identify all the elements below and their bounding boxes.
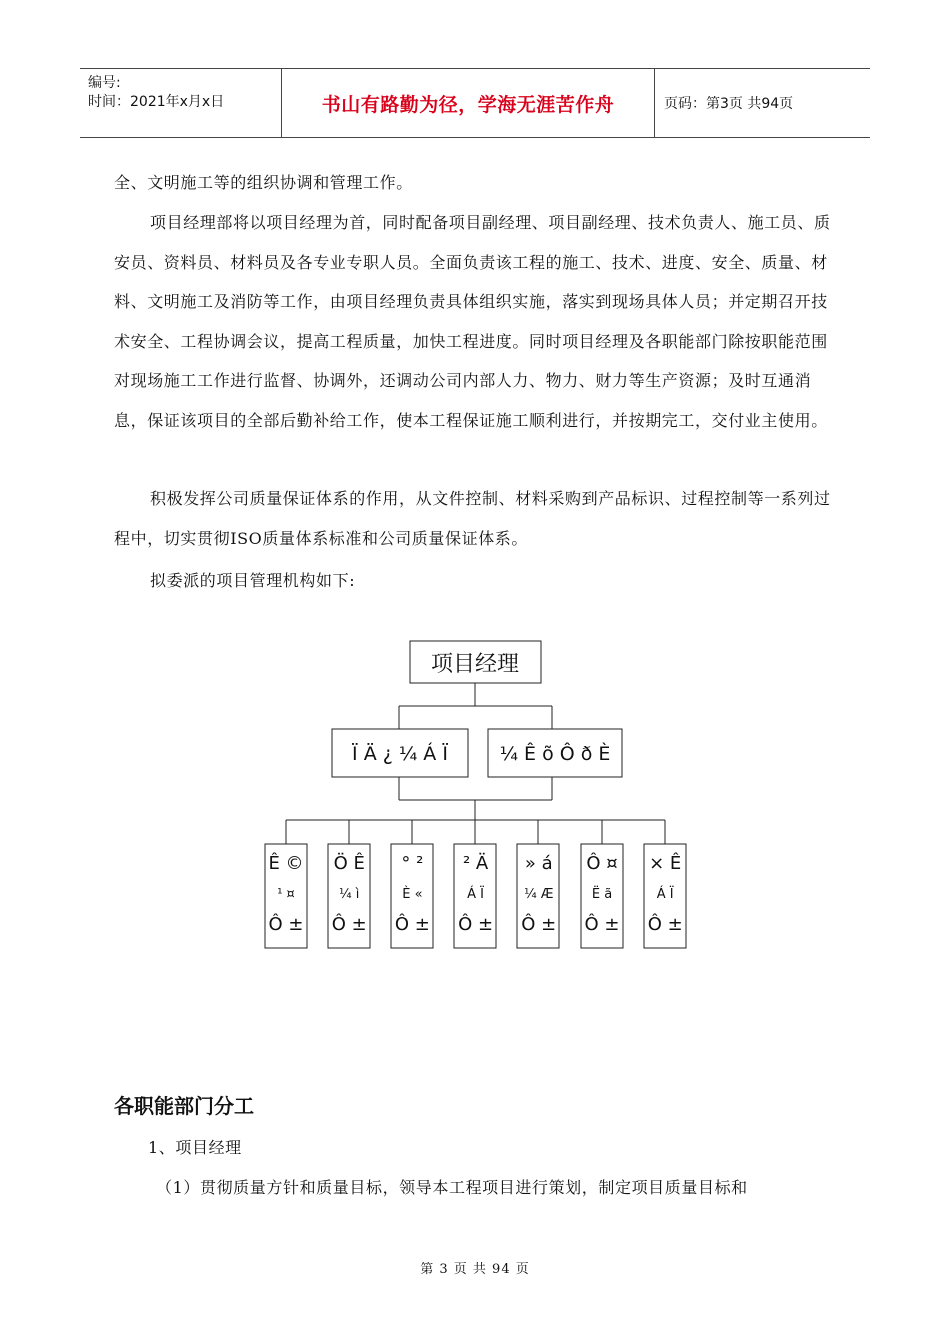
body-paragraph-3: 拟委派的项目管理机构如下: [150, 571, 356, 590]
org-leaf-label: ° ² [401, 853, 424, 874]
document-time-label: 时间：2021年x月x日 [88, 94, 225, 110]
org-leaf-label: Á Ï [467, 887, 485, 902]
org-leaf-label: ² Ä [462, 853, 489, 874]
org-leaf-label: Ô ± [647, 914, 683, 935]
org-top-label: 项目经理 [430, 652, 520, 677]
org-leaf-label: Ô ± [584, 914, 620, 935]
body-paragraph-2: 积极发挥公司质量保证体系的作用，从文件控制、材料采购到产品标识、过程控制等一系列过程中，切实贯彻ISO质量体系标准和公司质量保证体系。 [114, 489, 831, 548]
section-item-1-1: （1）贯彻质量方针和质量目标，领导本工程项目进行策划，制定项目质量目标和 [156, 1178, 748, 1197]
org-leaf-label: Ô ± [268, 914, 304, 935]
org-leaf-label: ¼ Æ [524, 887, 554, 902]
section-title: 各职能部门分工 [114, 1094, 254, 1118]
org-leaf-label: ¹ ¤ [277, 887, 295, 902]
org-leaf-label: » á [524, 853, 553, 874]
section-item-1: 1、项目经理 [148, 1138, 242, 1157]
org-leaf-label: Ô ¤ [586, 853, 618, 874]
org-leaf-label: Ô ± [521, 914, 557, 935]
page-footer: 第 3 页 共 94 页 [420, 1262, 530, 1277]
org-leaf-label: Ö Ê [333, 853, 365, 874]
header-motto: 书山有路勤为径，学海无涯苦作舟 [281, 69, 655, 137]
org-leaf-label: × Ê [649, 853, 682, 874]
org-leaf-label: Ê © [268, 853, 304, 874]
org-mid-right-label: ¼ Ê õ Ô ð È [499, 743, 611, 765]
org-mid-left-label: Ï Ä ¿ ¼ Á Ï [352, 743, 448, 765]
org-leaf-label: Ô ± [458, 914, 494, 935]
document-number-label: 编号: [88, 75, 121, 91]
body-paragraph-1: 项目经理部将以项目经理为首，同时配备项目副经理、项目副经理、技术负责人、施工员、质安员、资料员、材料员及各专业专职人员。全面负责该工程的施工、技术、进度、安全、质量、材料、文明施工及消防等工作，由项目经理负责具体组织实施，落实到现场具体人员；并定期召开技术安全、工程协调会议，提高工程质量，加快工程进度。同时项目经理及各职能部门除按职能范围对现场施工工作进行监督、协调外，还调动公司内部人力、物力、财力等生产资源；及时互通消息，保证该项目的全部后勤补给工作，使本工程保证施工顺利进行，并按期完工，交付业主使用。 [114, 213, 831, 430]
org-leaf-label: Ô ± [394, 914, 430, 935]
header-page-code: 页码：第3页 共94页 [664, 96, 794, 112]
org-leaf-label: Ë ã [591, 887, 613, 902]
body-text-line0: 全、文明施工等的组织协调和管理工作。 [114, 173, 413, 192]
org-leaf-label: È « [402, 887, 423, 902]
org-leaf-label: Ô ± [331, 914, 367, 935]
org-leaf-label: Á Ï [656, 887, 674, 902]
org-leaf-label: ¼ ì [339, 887, 360, 902]
